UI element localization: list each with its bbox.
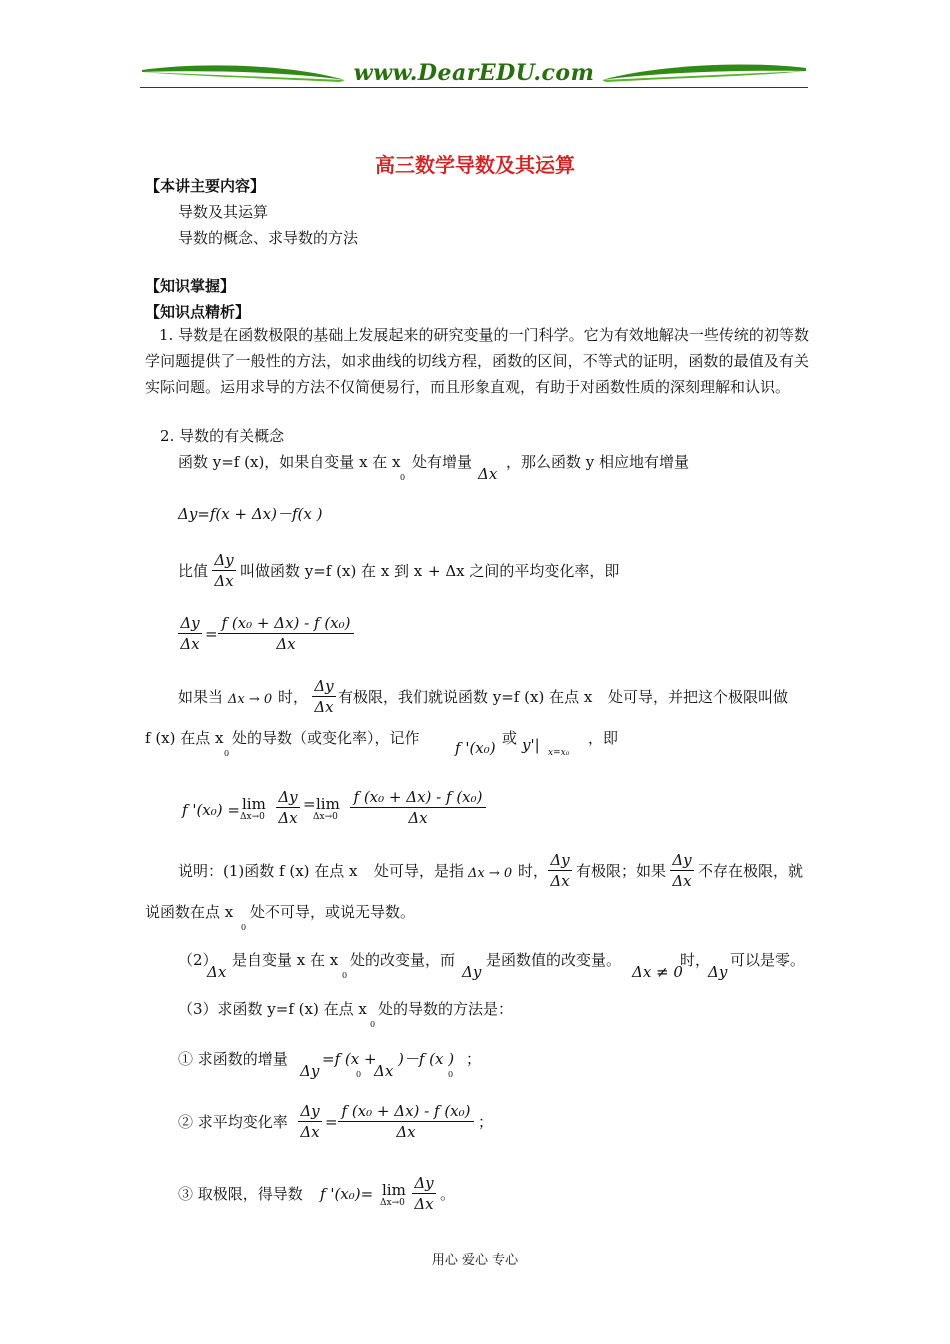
step2-fraction-rhs: f (x₀ + Δx) - f (x₀) Δx: [338, 1102, 474, 1141]
note2-text-g: 可以是零。: [730, 951, 806, 969]
note1-text-f: 说函数在点 x: [145, 903, 234, 921]
lim-subscript: Δx→0: [380, 1198, 405, 1208]
step3-fraction: Δy Δx: [412, 1174, 436, 1213]
deriv-text-b: 处的导数（或变化率），记作: [232, 729, 420, 747]
subscript-zero: 0: [400, 473, 406, 482]
definition-fraction-2: f (x₀ + Δx) - f (x₀) Δx: [350, 788, 486, 827]
note1-fraction-b: Δy Δx: [670, 851, 694, 890]
delta-y-symbol: Δy: [462, 963, 482, 981]
deriv-text-d: 或: [502, 729, 518, 747]
delta-x-symbol: Δx: [207, 963, 227, 981]
note1-text-e: 不存在极限，就: [698, 862, 804, 880]
step3-text-c: 。: [440, 1185, 456, 1203]
equals-sign: =: [303, 795, 316, 813]
subscript-zero: 0: [370, 1020, 376, 1029]
main-content-item-1: 导数及其运算: [178, 203, 269, 221]
ratio-text-d: + Δx 之间的平均变化率，即: [428, 562, 620, 580]
delta-x-nonzero: Δx ≠ 0: [632, 963, 683, 981]
limit-text-a: 如果当: [178, 688, 224, 706]
delta-x-to-zero: Δx → 0: [228, 692, 273, 707]
limit-text-e: 处可导，并把这个极限叫做: [608, 688, 789, 706]
note2-text-f: 时，: [680, 951, 711, 969]
delta-y-symbol: Δy: [708, 963, 728, 981]
note1-text-d: 有极限；如果: [576, 862, 667, 880]
ratio-text-c: 到 x: [394, 562, 423, 580]
header-rule: [140, 87, 808, 88]
step2-fraction-lhs: Δy Δx: [298, 1102, 322, 1141]
func-increment-text-b: 处有增量: [412, 453, 473, 471]
knowledge-header: 【知识掌握】: [145, 277, 236, 295]
limit-text-d: 有极限，我们就说函数 y=f (x) 在点 x: [338, 688, 593, 706]
note3-text-b: 处的导数的方法是：: [378, 1000, 514, 1018]
delta-y-definition: Δy=f(x + Δx)－f(x ): [178, 505, 323, 523]
subscript-zero: 0: [448, 1070, 454, 1079]
step1-formula-c: )－f (x ): [398, 1050, 455, 1068]
paragraph-1: 1. 导数是在函数极限的基础上发展起来的研究变量的一门科学。它为有效地解决一些传统的初等数学问题提供了一般性的方法，如求曲线的切线方程，函数的区间，不等式的证明，函数的最值及有关实际问题。运用求导的方法不仅简便易行，而且形象直观，有助于对函数性质的深刻理解和认识。: [145, 326, 809, 396]
delta-x-symbol: Δx: [478, 465, 498, 483]
lim-subscript: Δx→0: [240, 812, 265, 822]
note1-text-g: 处不可导，或说无导数。: [250, 903, 416, 921]
func-increment-text: 函数 y=f (x)，如果自变量 x 在 x: [178, 453, 401, 471]
note2-text-b: 是自变量 x 在 x: [232, 951, 339, 969]
ratio-text-b: 叫做函数 y=f (x) 在 x: [240, 562, 390, 580]
note2-text-c: 处的改变量，而: [350, 951, 456, 969]
subscript-zero: 0: [224, 749, 230, 758]
limit-text-c: 时，: [278, 688, 309, 706]
func-increment-text-c: ，那么函数 y 相应地有增量: [506, 453, 690, 471]
evaluation-subscript: x=x₀: [548, 748, 570, 758]
step1-formula-b: =f (x +: [322, 1050, 377, 1068]
delta-x-symbol: Δx: [374, 1062, 394, 1080]
note1-text-b: 处可导，是指: [374, 862, 465, 880]
paragraph-2-heading: 2. 导数的有关概念: [160, 427, 285, 445]
note1-text-a: 说明：(1)函数 f (x) 在点 x: [178, 862, 358, 880]
equals-sign: =: [325, 1113, 338, 1131]
page-title: 高三数学导数及其运算: [375, 153, 575, 177]
lim-operator: lim: [316, 795, 340, 813]
difference-quotient-lhs: Δy Δx: [178, 614, 202, 653]
main-content-item-2: 导数的概念、求导数的方法: [178, 229, 359, 247]
lim-subscript: Δx→0: [313, 812, 338, 822]
step1-text-a: ① 求函数的增量: [178, 1050, 288, 1068]
derivative-notation-alt: y'|: [522, 736, 540, 754]
step2-text-b: ；: [478, 1113, 494, 1131]
step2-text-a: ② 求平均变化率: [178, 1113, 288, 1131]
lim-operator: lim: [242, 795, 266, 813]
analysis-header: 【知识点精析】: [145, 303, 251, 321]
subscript-zero: 0: [356, 1070, 362, 1079]
definition-lhs: f '(x₀) =: [182, 801, 240, 819]
delta-x-to-zero: Δx → 0: [468, 866, 513, 881]
derivative-notation: f '(x₀): [455, 739, 496, 757]
delta-y-symbol: Δy: [300, 1062, 320, 1080]
page-footer: 用心 爱心 专心: [431, 1253, 519, 1268]
limit-fraction: Δy Δx: [312, 677, 336, 716]
step3-derivative: f '(x₀)=: [320, 1185, 374, 1203]
note3-text-a: （3）求函数 y=f (x) 在点 x: [178, 1000, 367, 1018]
lim-operator: lim: [382, 1181, 406, 1199]
note2-text-d: 是函数值的改变量。: [486, 951, 622, 969]
deriv-text-g: ，即: [588, 729, 619, 747]
note1-fraction-a: Δy Δx: [548, 851, 572, 890]
definition-fraction-1: Δy Δx: [276, 788, 300, 827]
note1-text-c: 时，: [518, 862, 549, 880]
step3-text-a: ③ 取极限，得导数: [178, 1185, 303, 1203]
note2-text-a: （2）: [178, 951, 218, 969]
subscript-zero: 0: [241, 923, 247, 932]
main-content-header: 【本讲主要内容】: [145, 177, 266, 195]
ratio-fraction: Δy Δx: [212, 551, 236, 590]
equals-sign: =: [205, 625, 218, 643]
ratio-text-a: 比值: [178, 562, 209, 580]
banner-url[interactable]: www.DearEDU.com: [353, 60, 595, 86]
difference-quotient-rhs: f (x₀ + Δx) - f (x₀) Δx: [218, 614, 354, 653]
step1-text-d: ；: [466, 1050, 482, 1068]
deriv-text-a: f (x) 在点 x: [145, 729, 224, 747]
subscript-zero: 0: [342, 971, 348, 980]
